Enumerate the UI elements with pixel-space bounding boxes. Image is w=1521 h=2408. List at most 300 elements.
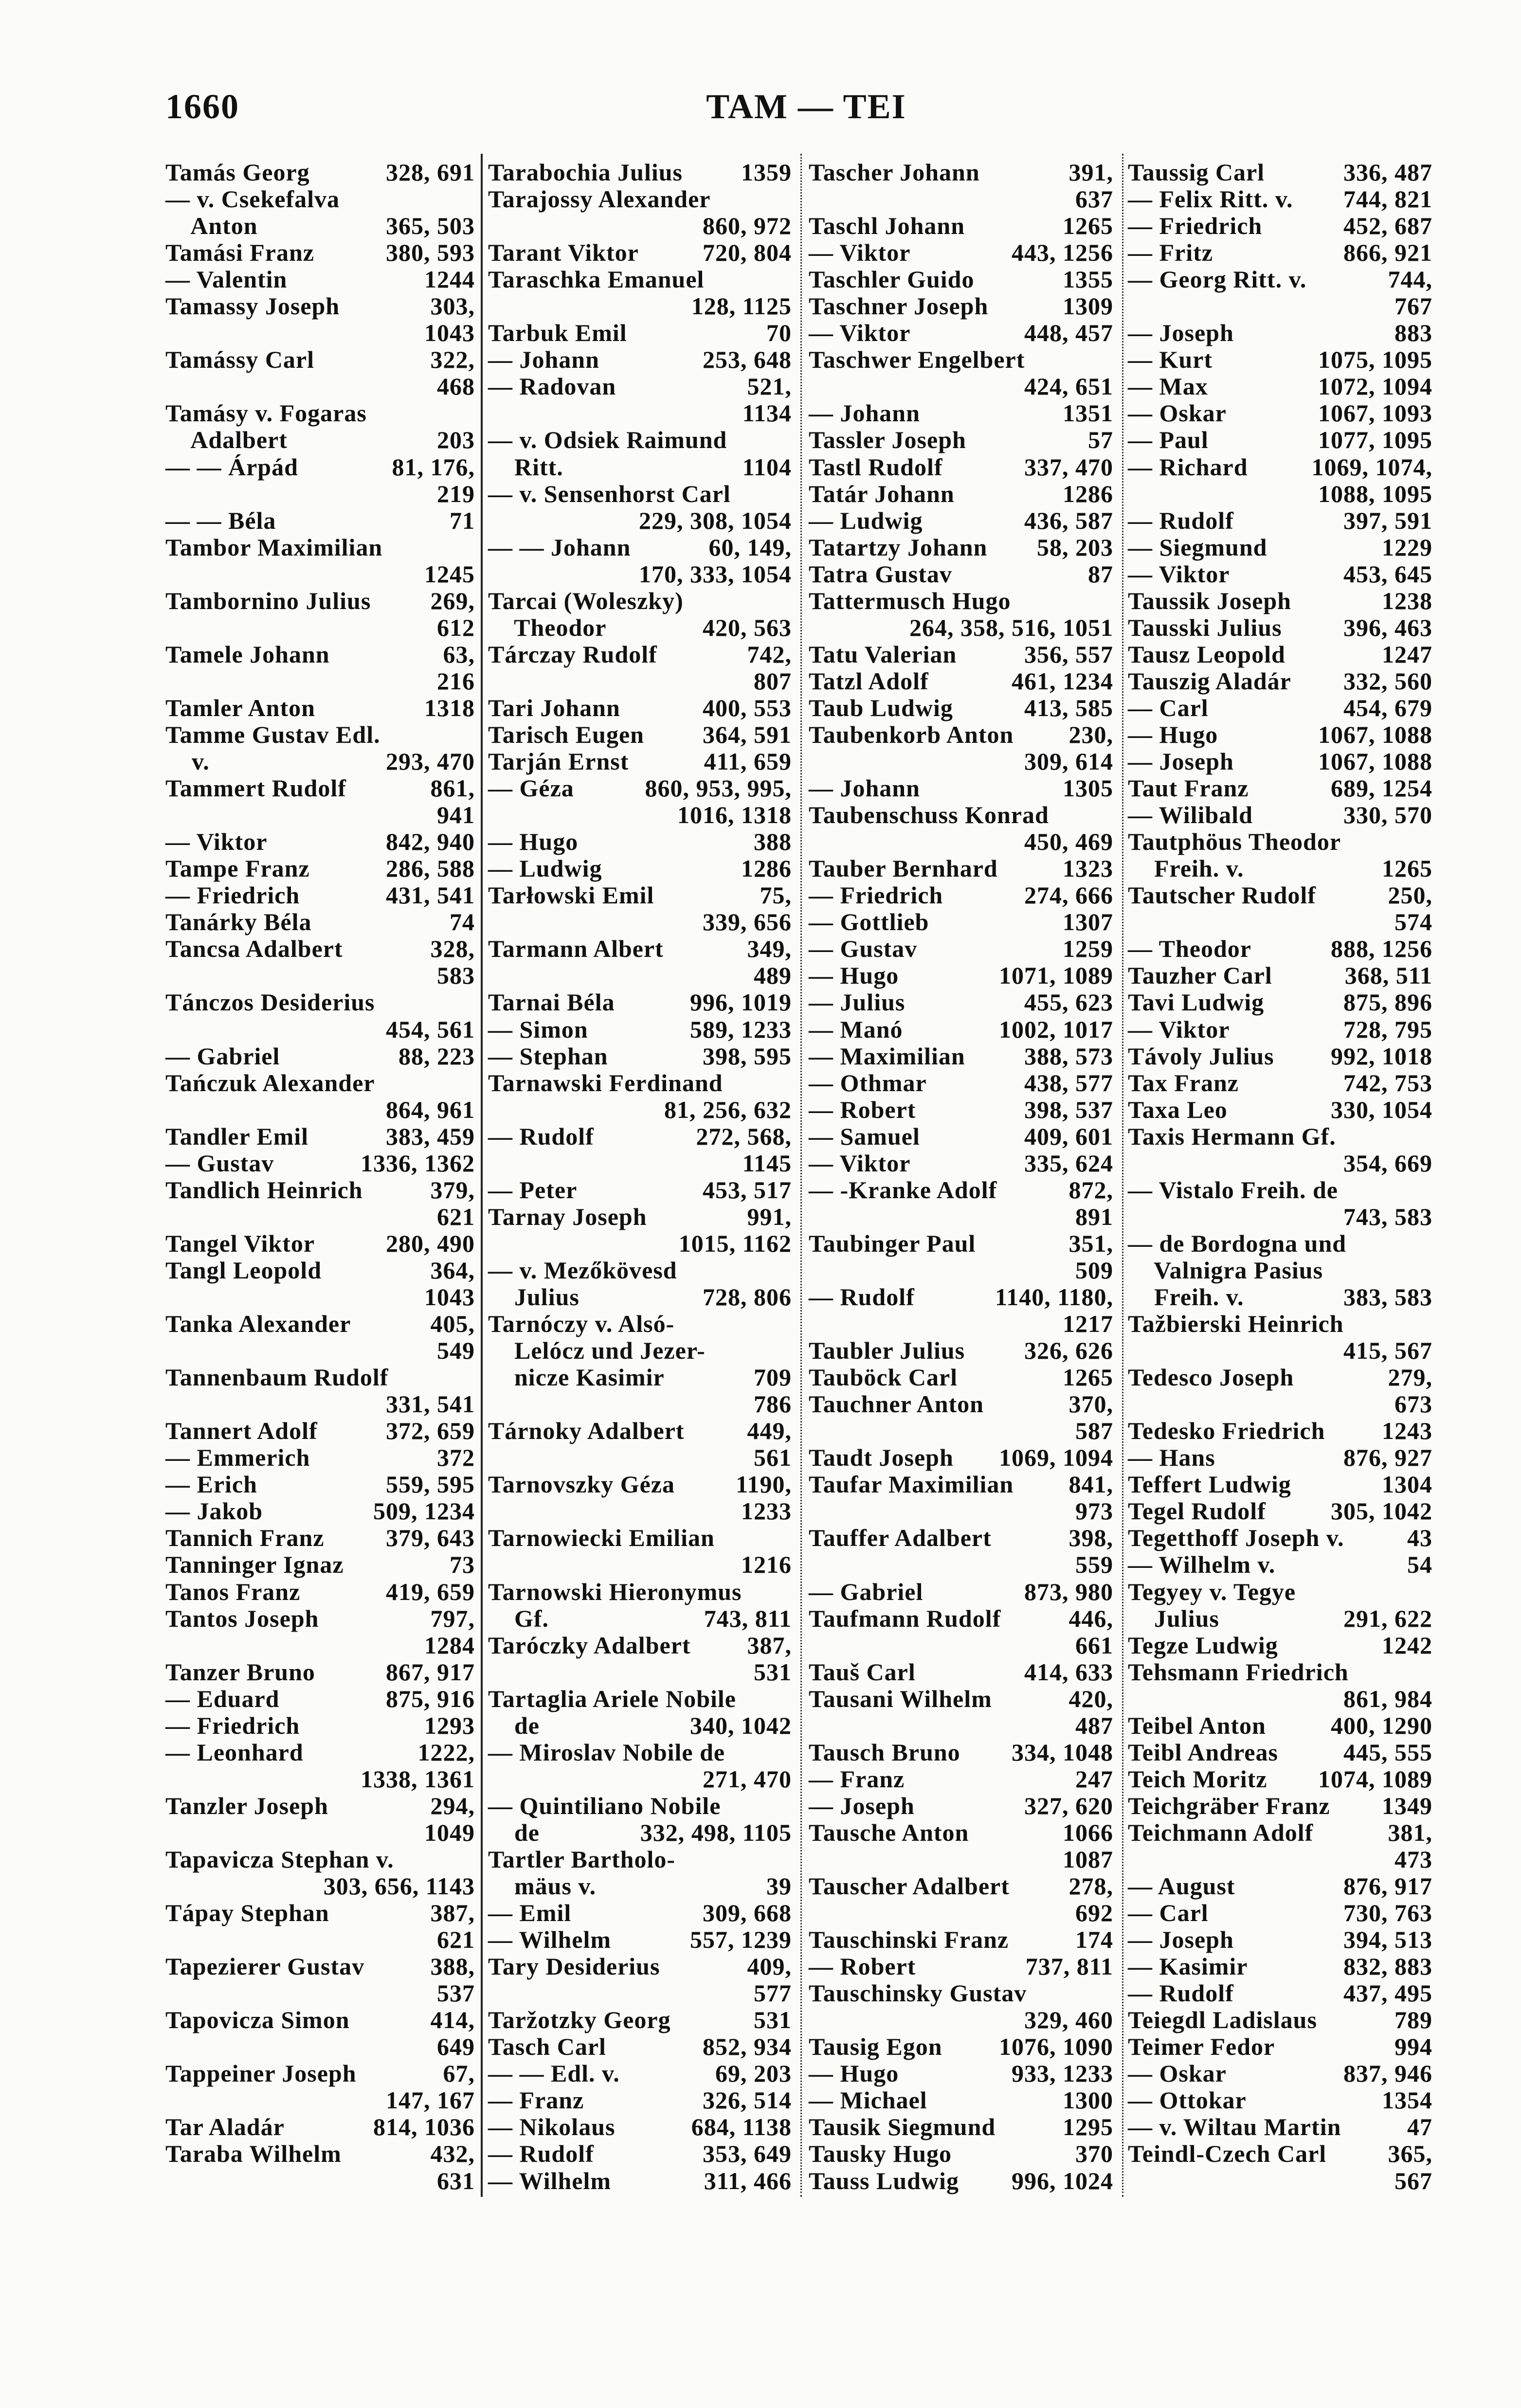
index-entry-line bbox=[165, 588, 475, 614]
entry-page-refs: 1338, 1361 bbox=[361, 1765, 475, 1793]
entry-page-refs: 303, bbox=[430, 292, 475, 320]
entry-page-refs: 1265 bbox=[1382, 855, 1432, 882]
index-entry-line bbox=[488, 1391, 792, 1418]
entry-name: — Friedrich bbox=[809, 881, 943, 909]
entry-name: Tappeiner Joseph bbox=[165, 2060, 357, 2087]
entry-name: Tauszig Aladár bbox=[1128, 667, 1291, 695]
entry-page-refs: 293, 470 bbox=[386, 748, 475, 775]
entry-name: — Friedrich bbox=[165, 881, 300, 909]
entry-name: — Miroslav Nobile de bbox=[488, 1738, 725, 1766]
entry-page-refs: 1016, 1318 bbox=[677, 801, 792, 829]
entry-page-refs: 60, 149, bbox=[708, 533, 792, 561]
index-entry-line bbox=[165, 1953, 475, 1980]
entry-name: — Fritz bbox=[1128, 239, 1213, 267]
entry-name: — Hugo bbox=[1128, 721, 1218, 748]
entry-page-refs: 1286 bbox=[741, 855, 792, 882]
index-entry-line bbox=[809, 293, 1113, 320]
entry-name: — Joseph bbox=[1128, 319, 1234, 347]
index-entry-line bbox=[1128, 1819, 1432, 1846]
entry-name: Tautphöus Theodor bbox=[1128, 828, 1341, 856]
entry-page-refs: 559 bbox=[1075, 1551, 1113, 1579]
entry-name: — Hans bbox=[1128, 1444, 1215, 1472]
index-entry-line bbox=[809, 561, 1113, 588]
entry-name: — Rudolf bbox=[488, 1122, 594, 1150]
entry-name: Teibl Andreas bbox=[1128, 1738, 1278, 1766]
entry-name: Tarabochia Julius bbox=[488, 159, 683, 186]
entry-page-refs: 994 bbox=[1394, 2033, 1432, 2061]
entry-name: — Joseph bbox=[1128, 1926, 1234, 1954]
entry-page-refs: 74 bbox=[450, 908, 475, 936]
index-entry-line bbox=[488, 213, 792, 239]
entry-page-refs: 330, 1054 bbox=[1331, 1096, 1432, 1123]
entry-name: Tantos Joseph bbox=[165, 1604, 319, 1632]
entry-page-refs: 1076, 1090 bbox=[999, 2033, 1113, 2061]
entry-name: — Gabriel bbox=[809, 1578, 923, 1605]
entry-page-refs: 832, 883 bbox=[1343, 1953, 1432, 1980]
entry-name: Tarnowiecki Emilian bbox=[488, 1524, 715, 1552]
entry-name: Tapovicza Simon bbox=[165, 2006, 350, 2034]
entry-name: Tari Johann bbox=[488, 694, 620, 721]
index-entry-line bbox=[1128, 1578, 1432, 1605]
index-entry-line bbox=[1128, 935, 1432, 962]
index-entry-line bbox=[488, 534, 792, 561]
index-entry-line bbox=[165, 1444, 475, 1471]
entry-name: — Franz bbox=[809, 1765, 905, 1793]
entry-page-refs: 274, 666 bbox=[1024, 881, 1113, 909]
index-entry-line bbox=[1128, 882, 1432, 909]
entry-page-refs: 81, 256, 632 bbox=[664, 1096, 792, 1123]
entry-page-refs: 461, 1234 bbox=[1012, 667, 1113, 695]
index-entry-line bbox=[488, 1311, 792, 1337]
index-entry-line bbox=[809, 534, 1113, 561]
entry-page-refs: 837, 946 bbox=[1343, 2060, 1432, 2087]
entry-page-refs: 1134 bbox=[742, 399, 792, 427]
entry-page-refs: 303, 656, 1143 bbox=[323, 1872, 475, 1900]
index-entry-line bbox=[809, 1230, 1113, 1257]
index-entry-line bbox=[488, 882, 792, 909]
index-entry-line bbox=[809, 1605, 1113, 1632]
entry-name: — Wilhelm v. bbox=[1128, 1551, 1276, 1579]
index-entry-line bbox=[1128, 1230, 1432, 1257]
entry-name: — Hugo bbox=[488, 828, 579, 856]
column-divider bbox=[481, 154, 483, 2197]
index-entry-line bbox=[488, 1123, 792, 1150]
entry-page-refs: 1190, bbox=[736, 1471, 792, 1498]
index-entry-line bbox=[488, 1257, 792, 1284]
entry-name: Teibel Anton bbox=[1128, 1711, 1266, 1739]
entry-page-refs: 1067, 1088 bbox=[1318, 748, 1432, 775]
index-entry-line bbox=[165, 1632, 475, 1659]
index-entry-line bbox=[809, 668, 1113, 695]
index-entry-line bbox=[809, 346, 1113, 373]
index-entry-line bbox=[1128, 266, 1432, 293]
entry-page-refs: 420, bbox=[1068, 1685, 1113, 1712]
entry-name: Tamásy v. Fogaras bbox=[165, 399, 367, 427]
entry-name: Freih. v. bbox=[1128, 855, 1244, 882]
entry-page-refs: 631 bbox=[437, 2167, 475, 2194]
index-entry-line bbox=[1128, 561, 1432, 588]
index-entry-line bbox=[165, 882, 475, 909]
entry-name: Tax Franz bbox=[1128, 1069, 1239, 1096]
entry-page-refs: 1305 bbox=[1063, 774, 1113, 802]
entry-name: Taxis Hermann Gf. bbox=[1128, 1122, 1336, 1150]
entry-page-refs: 864, 961 bbox=[386, 1096, 475, 1123]
entry-page-refs: 309, 668 bbox=[703, 1899, 792, 1927]
entry-page-refs: 487 bbox=[1075, 1711, 1113, 1739]
entry-name: — Kasimir bbox=[1128, 1953, 1248, 1980]
entry-name: — Richard bbox=[1128, 453, 1248, 481]
index-entry-line bbox=[165, 1793, 475, 1819]
index-entry-line bbox=[488, 721, 792, 748]
entry-name: — Joseph bbox=[1128, 748, 1234, 775]
entry-page-refs: 368, 511 bbox=[1344, 962, 1432, 989]
entry-name: — Erich bbox=[165, 1471, 257, 1498]
entry-name: — Friedrich bbox=[165, 1711, 300, 1739]
entry-name: Taržotzky Georg bbox=[488, 2006, 671, 2034]
index-entry-line bbox=[1128, 1311, 1432, 1337]
index-entry-line bbox=[488, 1659, 792, 1686]
entry-page-refs: 87 bbox=[1088, 560, 1113, 588]
index-entry-line bbox=[165, 1900, 475, 1926]
entry-name: Gf. bbox=[488, 1604, 549, 1632]
entry-name: Tarcai (Woleszky) bbox=[488, 587, 684, 614]
index-entry-line bbox=[165, 1873, 475, 1900]
index-entry-line bbox=[165, 1418, 475, 1444]
index-entry-line bbox=[165, 159, 475, 186]
entry-page-refs: 1140, 1180, bbox=[995, 1283, 1113, 1311]
index-entry-line bbox=[488, 1444, 792, 1471]
entry-name: — Julius bbox=[809, 988, 905, 1016]
index-entry-line bbox=[488, 320, 792, 346]
entry-page-refs: 1071, 1089 bbox=[999, 962, 1113, 989]
entry-page-refs: 424, 651 bbox=[1024, 373, 1113, 400]
entry-page-refs: 1243 bbox=[1382, 1417, 1432, 1445]
entry-page-refs: 1217 bbox=[1063, 1310, 1113, 1338]
index-entry-line bbox=[488, 2087, 792, 2114]
entry-page-refs: 973 bbox=[1075, 1497, 1113, 1525]
index-entry-line bbox=[809, 1551, 1113, 1578]
entry-name: Tarnay Joseph bbox=[488, 1203, 647, 1230]
entry-name: Tanninger Ignaz bbox=[165, 1551, 344, 1579]
entry-name: Tauscher Adalbert bbox=[809, 1872, 1010, 1900]
index-entry-line bbox=[1128, 1418, 1432, 1444]
entry-name: — Siegmund bbox=[1128, 533, 1268, 561]
entry-name: Taussik Joseph bbox=[1128, 587, 1291, 614]
entry-name: — Stephan bbox=[488, 1042, 608, 1070]
index-entry-line bbox=[488, 266, 792, 293]
index-entry-line bbox=[809, 1337, 1113, 1364]
entry-page-refs: 337, 470 bbox=[1024, 453, 1113, 481]
index-entry-line bbox=[488, 293, 792, 320]
entry-page-refs: 400, 1290 bbox=[1331, 1711, 1432, 1739]
entry-page-refs: 744, bbox=[1388, 266, 1432, 293]
entry-page-refs: 637 bbox=[1075, 185, 1113, 213]
entry-page-refs: 269, bbox=[430, 587, 475, 614]
entry-name: — Johann bbox=[488, 346, 599, 374]
index-entry-line bbox=[809, 1070, 1113, 1096]
index-entry-line bbox=[488, 1766, 792, 1793]
index-entry-line bbox=[488, 855, 792, 882]
entry-page-refs: 81, 176, bbox=[392, 453, 475, 481]
entry-name: Tatár Johann bbox=[809, 480, 955, 507]
entry-page-refs: 331, 541 bbox=[386, 1390, 475, 1418]
index-entry-line bbox=[488, 775, 792, 802]
index-entry-line bbox=[809, 721, 1113, 748]
index-entry-line bbox=[165, 1659, 475, 1686]
entry-page-refs: 996, 1019 bbox=[690, 988, 792, 1016]
index-entry-line bbox=[809, 748, 1113, 775]
index-entry-line bbox=[488, 1551, 792, 1578]
index-entry-line bbox=[1128, 962, 1432, 989]
entry-page-refs: 413, 585 bbox=[1024, 694, 1113, 721]
entry-name: de bbox=[488, 1818, 540, 1846]
index-entry-line bbox=[809, 1712, 1113, 1739]
entry-page-refs: 372, 659 bbox=[386, 1417, 475, 1445]
index-entry-line bbox=[1128, 668, 1432, 695]
entry-page-refs: 449, bbox=[747, 1417, 792, 1445]
index-entry-line bbox=[809, 213, 1113, 239]
entry-page-refs: 387, bbox=[430, 1899, 475, 1927]
index-entry-line bbox=[809, 2087, 1113, 2114]
index-entry-line bbox=[488, 561, 792, 588]
index-entry-line bbox=[165, 1391, 475, 1418]
index-entry-line bbox=[1128, 1471, 1432, 1498]
entry-name: Tauschinsky Gustav bbox=[809, 1979, 1027, 2007]
index-entry-line bbox=[809, 1659, 1113, 1686]
entry-page-refs: 445, 555 bbox=[1343, 1738, 1432, 1766]
entry-page-refs: 327, 620 bbox=[1024, 1792, 1113, 1819]
entry-page-refs: 330, 570 bbox=[1343, 801, 1432, 829]
index-entry-line bbox=[165, 1230, 475, 1257]
index-entry-line bbox=[1128, 1391, 1432, 1418]
index-entry-line bbox=[1128, 1632, 1432, 1659]
index-entry-line bbox=[488, 1873, 792, 1900]
index-entry-line bbox=[1128, 989, 1432, 1016]
entry-name: Tary Desiderius bbox=[488, 1953, 660, 1980]
index-entry-line bbox=[165, 962, 475, 989]
entry-page-refs: 709 bbox=[754, 1364, 792, 1391]
index-entry-line bbox=[809, 802, 1113, 828]
column-divider bbox=[800, 154, 802, 2197]
entry-page-refs: 689, 1254 bbox=[1331, 774, 1432, 802]
entry-page-refs: 1238 bbox=[1382, 587, 1432, 614]
index-entry-line bbox=[809, 507, 1113, 534]
index-entry-line bbox=[1128, 614, 1432, 641]
index-entry-line bbox=[165, 1766, 475, 1793]
entry-page-refs: 860, 953, 995, bbox=[645, 774, 792, 802]
index-entry-line bbox=[165, 855, 475, 882]
entry-page-refs: 58, 203 bbox=[1037, 533, 1113, 561]
index-entry-line bbox=[1128, 2140, 1432, 2167]
index-entry-line bbox=[165, 1471, 475, 1498]
index-entry-line bbox=[809, 641, 1113, 668]
index-entry-line bbox=[809, 1418, 1113, 1444]
index-entry-line bbox=[1128, 1070, 1432, 1096]
index-entry-line bbox=[165, 748, 475, 775]
entry-page-refs: 1145 bbox=[742, 1149, 792, 1177]
entry-page-refs: 271, 470 bbox=[703, 1765, 792, 1793]
entry-name: — — Béla bbox=[165, 506, 276, 534]
entry-page-refs: 744, 821 bbox=[1343, 185, 1432, 213]
entry-page-refs: 398, 595 bbox=[703, 1042, 792, 1070]
entry-page-refs: 876, 917 bbox=[1343, 1872, 1432, 1900]
index-entry-line bbox=[488, 1418, 792, 1444]
entry-page-refs: 1354 bbox=[1382, 2086, 1432, 2114]
entry-page-refs: 720, 804 bbox=[703, 239, 792, 267]
index-entry-line bbox=[165, 1525, 475, 1551]
index-entry-line bbox=[488, 373, 792, 400]
entry-page-refs: 450, 469 bbox=[1024, 828, 1113, 856]
entry-name: — — Edl. v. bbox=[488, 2060, 620, 2087]
entry-page-refs: 1043 bbox=[424, 1283, 475, 1311]
index-entry-line bbox=[809, 1364, 1113, 1391]
index-entry-line bbox=[488, 2060, 792, 2087]
entry-page-refs: 1323 bbox=[1063, 855, 1113, 882]
index-entry-line bbox=[809, 962, 1113, 989]
entry-name: — Viktor bbox=[1128, 560, 1230, 588]
index-entry-line bbox=[1128, 373, 1432, 400]
index-entry-line bbox=[488, 748, 792, 775]
index-entry-line bbox=[1128, 1043, 1432, 1070]
entry-name: Taut Franz bbox=[1128, 774, 1249, 802]
entry-page-refs: 521, bbox=[747, 373, 792, 400]
index-entry-line bbox=[1128, 2007, 1432, 2033]
entry-page-refs: 388 bbox=[754, 828, 792, 856]
index-entry-line bbox=[809, 2114, 1113, 2140]
index-entry-line bbox=[1128, 481, 1432, 507]
entry-page-refs: 1074, 1089 bbox=[1318, 1765, 1432, 1793]
index-entry-line bbox=[809, 1311, 1113, 1337]
index-entry-line bbox=[165, 989, 475, 1016]
index-entry-line bbox=[488, 695, 792, 721]
index-entry-line bbox=[165, 2140, 475, 2167]
entry-name: Taudt Joseph bbox=[809, 1444, 954, 1472]
entry-page-refs: 1245 bbox=[424, 560, 475, 588]
entry-page-refs: 992, 1018 bbox=[1331, 1042, 1432, 1070]
entry-name: Tangel Viktor bbox=[165, 1229, 315, 1257]
entry-name: Taubenkorb Anton bbox=[809, 721, 1014, 748]
entry-name: — — Johann bbox=[488, 533, 631, 561]
index-entry-line bbox=[488, 1016, 792, 1043]
index-entry-line bbox=[488, 1230, 792, 1257]
entry-page-refs: 866, 921 bbox=[1343, 239, 1432, 267]
entry-name: — v. Sensenhorst Carl bbox=[488, 480, 731, 507]
entry-name: Tarnowski Hieronymus bbox=[488, 1578, 742, 1605]
entry-page-refs: 278, bbox=[1068, 1872, 1113, 1900]
entry-name: Tausky Hugo bbox=[809, 2140, 952, 2168]
index-entry-line bbox=[165, 1284, 475, 1311]
entry-page-refs: 432, bbox=[430, 2140, 475, 2168]
entry-page-refs: 1242 bbox=[1382, 1631, 1432, 1659]
index-entry-line bbox=[488, 481, 792, 507]
entry-name: — Kurt bbox=[1128, 346, 1213, 374]
index-entry-line bbox=[809, 1793, 1113, 1819]
entry-name: — Carl bbox=[1128, 1899, 1209, 1927]
entry-name: — Georg Ritt. v. bbox=[1128, 266, 1307, 293]
entry-name: Adalbert bbox=[165, 426, 288, 454]
entry-name: Tauber Bernhard bbox=[809, 855, 998, 882]
entry-name: Tammert Rudolf bbox=[165, 774, 346, 802]
entry-name: Tassler Joseph bbox=[809, 426, 966, 454]
entry-name: — Rudolf bbox=[1128, 1979, 1234, 2007]
index-entry-line bbox=[165, 186, 475, 213]
entry-page-refs: 996, 1024 bbox=[1012, 2167, 1113, 2194]
entry-name: Tausik Siegmund bbox=[809, 2113, 996, 2141]
index-entry-line bbox=[488, 159, 792, 186]
index-entry-line bbox=[1128, 588, 1432, 614]
entry-name: — Gottlieb bbox=[809, 908, 929, 936]
column-divider bbox=[1122, 154, 1123, 2197]
entry-page-refs: 673 bbox=[1394, 1390, 1432, 1418]
index-entry-line bbox=[165, 641, 475, 668]
index-entry-line bbox=[1128, 2033, 1432, 2060]
index-entry-line bbox=[488, 2033, 792, 2060]
index-entry-line bbox=[809, 1766, 1113, 1793]
entry-name: — Robert bbox=[809, 1096, 916, 1123]
entry-name: Tausz Leopold bbox=[1128, 640, 1286, 668]
entry-page-refs: 621 bbox=[437, 1203, 475, 1230]
index-entry-line bbox=[165, 320, 475, 346]
index-entry-line bbox=[1128, 1525, 1432, 1551]
entry-page-refs: 941 bbox=[437, 801, 475, 829]
index-entry-line bbox=[1128, 213, 1432, 239]
entry-name: Theodor bbox=[488, 613, 607, 641]
index-entry-line bbox=[1128, 400, 1432, 427]
entry-name: Tanárky Béla bbox=[165, 908, 312, 936]
entry-name: — Wilibald bbox=[1128, 801, 1253, 829]
entry-name: v. bbox=[165, 748, 210, 775]
index-entry-line bbox=[1128, 1766, 1432, 1793]
entry-page-refs: 1072, 1094 bbox=[1318, 373, 1432, 400]
index-entry-line bbox=[488, 507, 792, 534]
entry-name: Tedesco Joseph bbox=[1128, 1364, 1294, 1391]
entry-page-refs: 1351 bbox=[1063, 399, 1113, 427]
entry-name: Tartler Bartholo- bbox=[488, 1845, 676, 1873]
entry-name: — Emil bbox=[488, 1899, 572, 1927]
index-entry-line bbox=[488, 1953, 792, 1980]
entry-name: Tauchner Anton bbox=[809, 1390, 984, 1418]
entry-name: — Johann bbox=[809, 399, 920, 427]
entry-page-refs: 264, 358, 516, 1051 bbox=[909, 613, 1113, 641]
entry-page-refs: 272, 568, bbox=[696, 1122, 792, 1150]
entry-name: Tamler Anton bbox=[165, 694, 315, 721]
index-entry-line bbox=[1128, 1980, 1432, 2007]
entry-page-refs: 448, 457 bbox=[1024, 319, 1113, 347]
index-entry-line bbox=[1128, 641, 1432, 668]
entry-name: — Franz bbox=[488, 2086, 584, 2114]
index-entry-line bbox=[1128, 855, 1432, 882]
index-entry-line bbox=[1128, 239, 1432, 266]
entry-page-refs: 332, 560 bbox=[1343, 667, 1432, 695]
entry-name: Tanka Alexander bbox=[165, 1310, 351, 1338]
index-entry-line bbox=[1128, 1177, 1432, 1204]
entry-page-refs: 391, bbox=[1068, 159, 1113, 186]
entry-page-refs: 437, 495 bbox=[1343, 1979, 1432, 2007]
entry-page-refs: 684, 1138 bbox=[691, 2113, 792, 2141]
entry-name: — Eduard bbox=[165, 1685, 280, 1712]
index-entry-line bbox=[165, 2114, 475, 2140]
index-entry-line bbox=[165, 1819, 475, 1846]
index-entry-line bbox=[165, 828, 475, 855]
index-entry-line bbox=[809, 588, 1113, 614]
entry-page-refs: 329, 460 bbox=[1024, 2006, 1113, 2034]
entry-name: — v. Mezőkövesd bbox=[488, 1256, 677, 1284]
index-entry-line bbox=[809, 427, 1113, 453]
index-entry-line bbox=[165, 1096, 475, 1123]
entry-page-refs: 730, 763 bbox=[1343, 1899, 1432, 1927]
entry-page-refs: 326, 514 bbox=[703, 2086, 792, 2114]
entry-name: de bbox=[488, 1711, 540, 1739]
